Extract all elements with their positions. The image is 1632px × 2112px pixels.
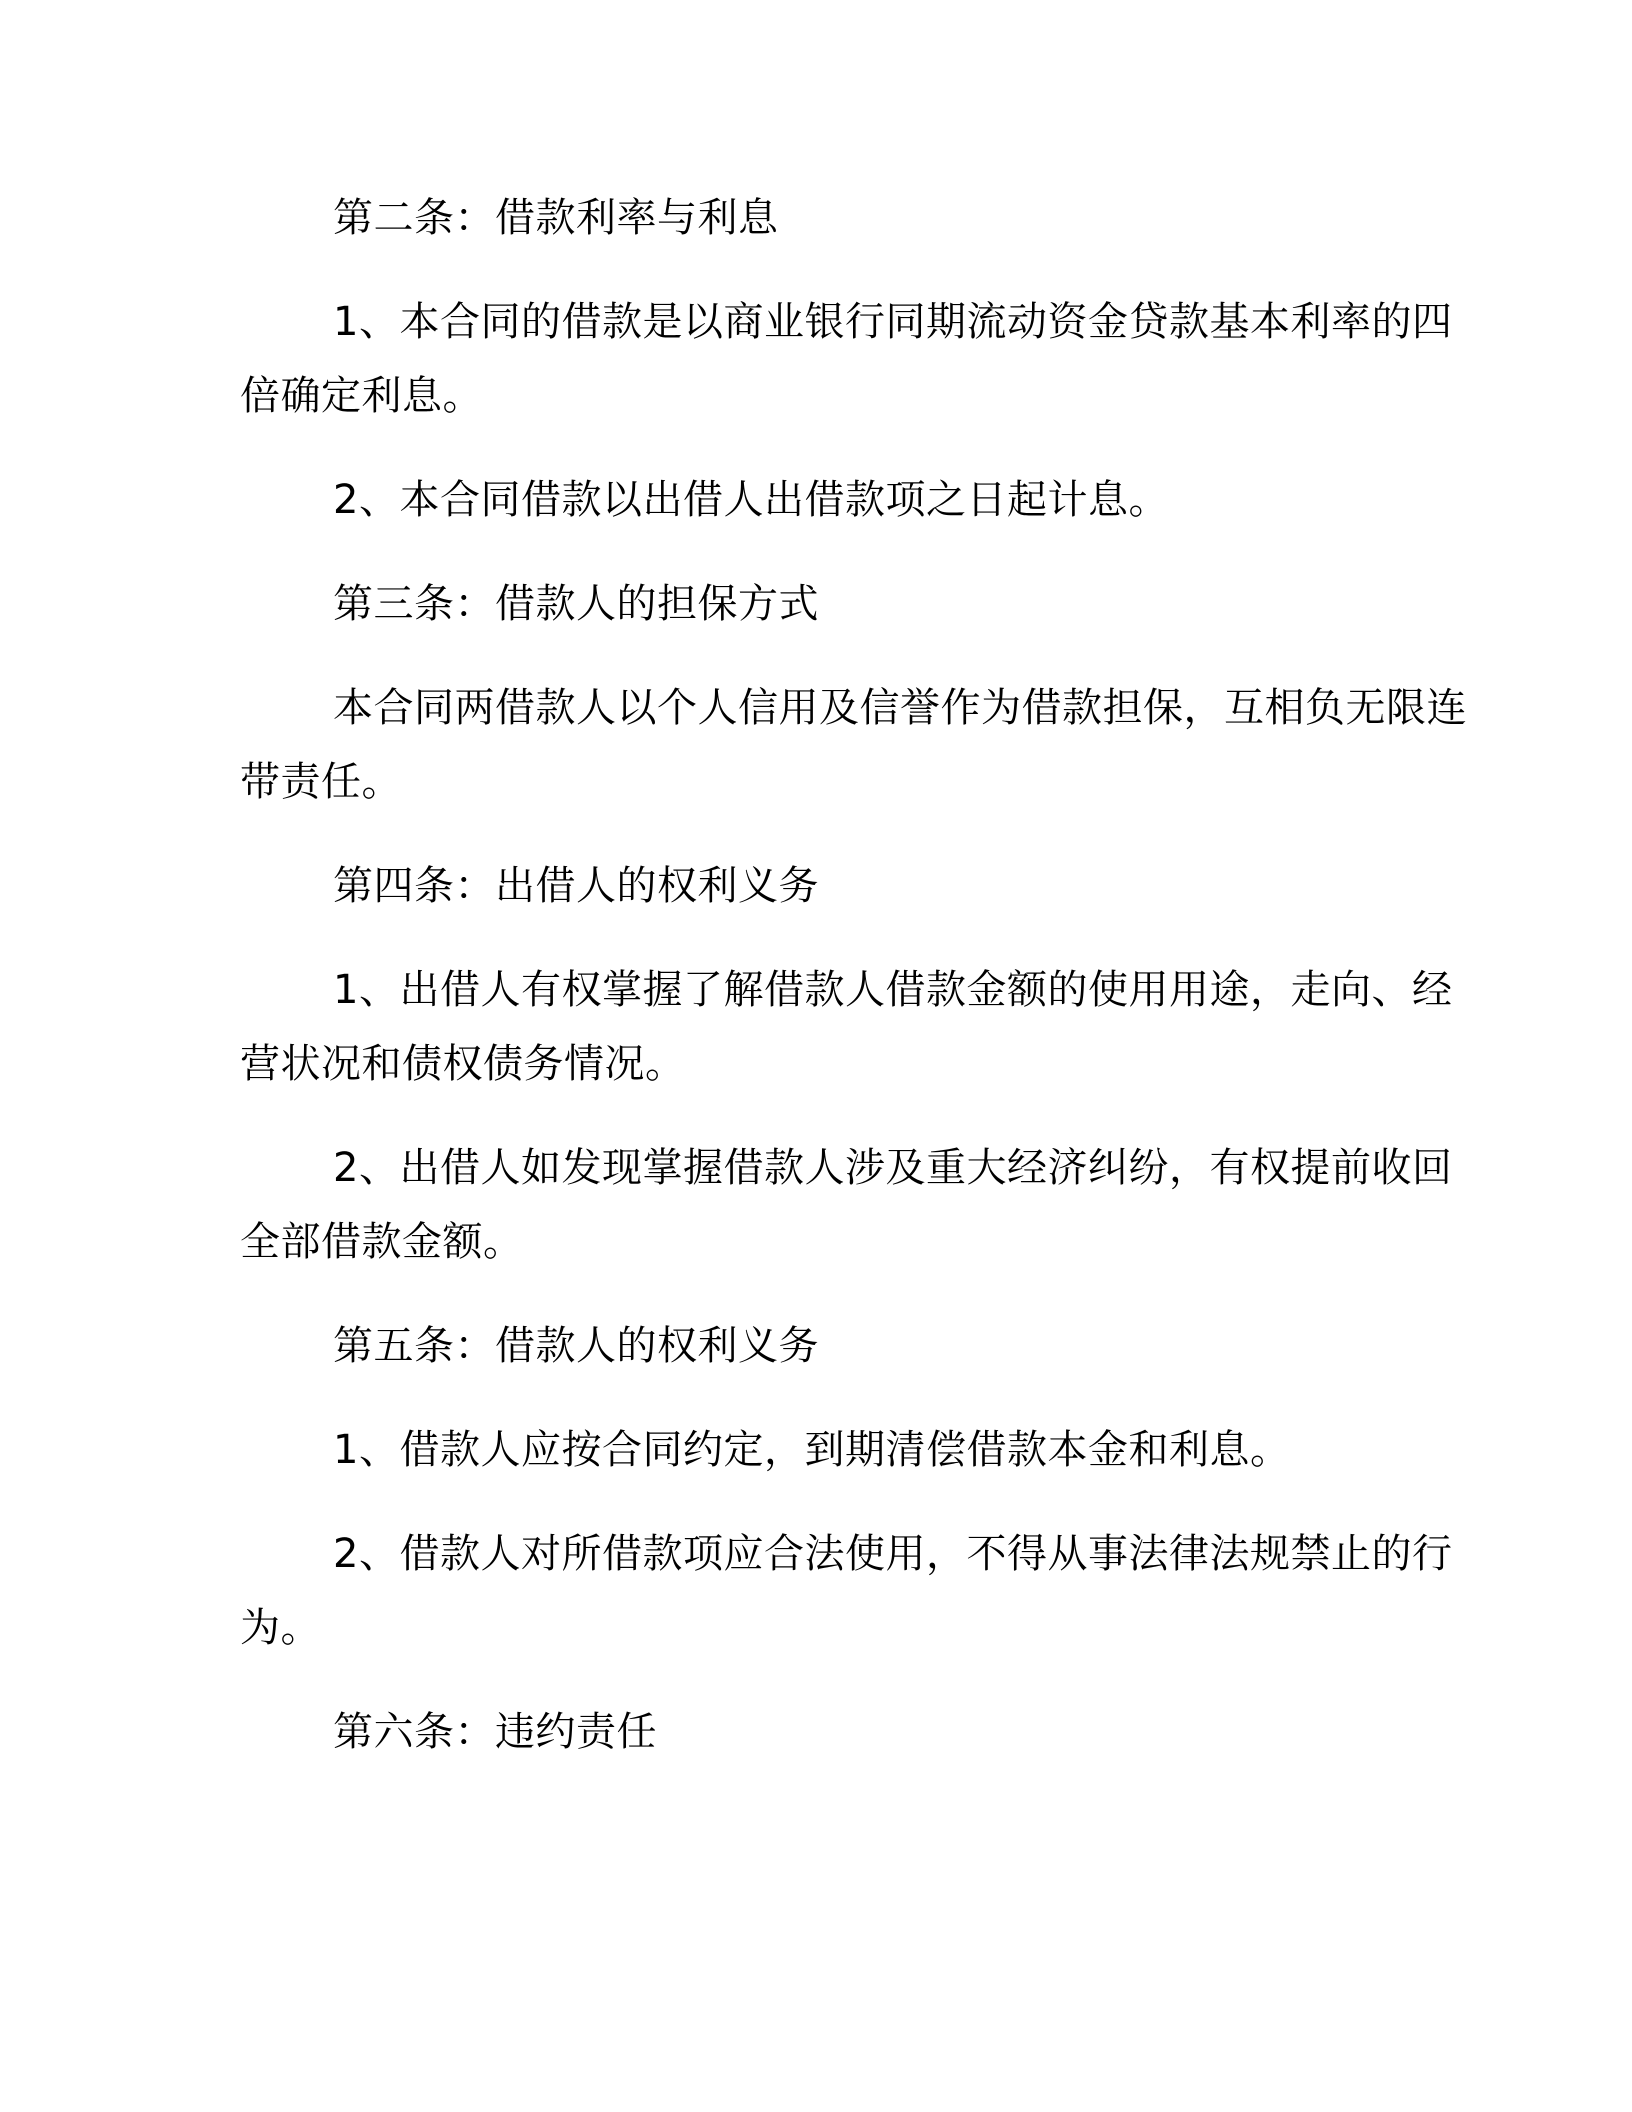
article-4-heading: 第四条：出借人的权利义务 [333, 863, 819, 909]
article-3-paragraph-line-1: 本合同两借款人以个人信用及信誉作为借款担保，互相负无限连 [333, 685, 1467, 731]
article-5-item-2-line-2: 为。 [240, 1605, 321, 1651]
article-5-item-2-line-1: 2、借款人对所借款项应合法使用，不得从事法律法规禁止的行 [333, 1531, 1453, 1577]
article-4-item-2-line-1: 2、出借人如发现掌握借款人涉及重大经济纠纷，有权提前收回 [333, 1145, 1453, 1191]
article-4-item-2-line-2: 全部借款金额。 [240, 1219, 524, 1265]
article-3-paragraph-line-2: 带责任。 [240, 759, 402, 805]
article-5-heading: 第五条：借款人的权利义务 [333, 1323, 819, 1369]
article-2-item-2-line-1: 2、本合同借款以出借人出借款项之日起计息。 [333, 477, 1169, 523]
article-3-heading: 第三条：借款人的担保方式 [333, 581, 819, 627]
article-5-item-1-line-1: 1、借款人应按合同约定，到期清偿借款本金和利息。 [333, 1427, 1291, 1473]
article-2-item-1-line-1: 1、本合同的借款是以商业银行同期流动资金贷款基本利率的四 [333, 299, 1453, 345]
article-2-item-1-line-2: 倍确定利息。 [240, 373, 483, 419]
article-2-heading: 第二条：借款利率与利息 [333, 195, 779, 241]
article-4-item-1-line-1: 1、出借人有权掌握了解借款人借款金额的使用用途，走向、经 [333, 967, 1453, 1013]
article-6-heading: 第六条：违约责任 [333, 1709, 657, 1755]
article-4-item-1-line-2: 营状况和债权债务情况。 [240, 1041, 686, 1087]
